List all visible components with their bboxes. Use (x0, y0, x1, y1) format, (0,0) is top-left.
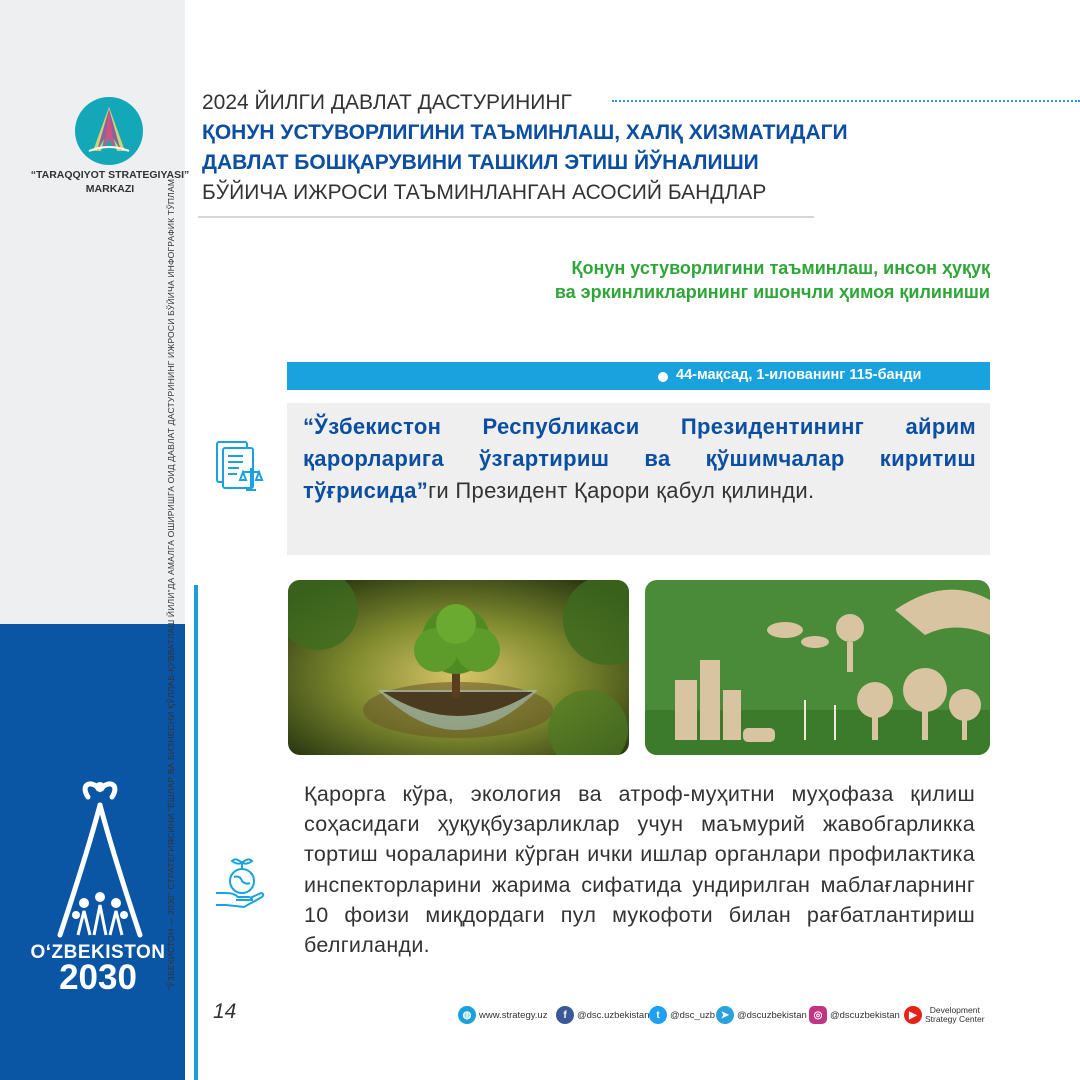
vertical-caption (164, 178, 178, 990)
header-dotted-rule (612, 100, 1080, 102)
sidebar-panel (0, 0, 185, 624)
bullet-icon (658, 372, 668, 382)
uzbekistan-2030-emblem-icon (40, 775, 160, 945)
goal-reference-text: 44-мақсад, 1-илованинг 115-банди (676, 367, 922, 383)
header-line-4: БЎЙИЧА ИЖРОСИ ТАЪМИНЛАНГАН АСОСИЙ БАНДЛАР (202, 181, 767, 204)
header-line-3: ДАВЛАТ БОШҚАРУВИНИ ТАШКИЛ ЭТИШ ЙЎНАЛИШИ (202, 151, 759, 174)
footer-instagram-text: @dscuzbekistan (830, 1009, 900, 1021)
footer-youtube[interactable] (904, 1003, 985, 1027)
section-subtitle-line1: Қонун устуворлигини таъминлаш, инсон ҳуқуқ (571, 258, 990, 278)
section-subtitle-line2: ва эркинликларининг ишончли ҳимоя қилиниши (554, 282, 990, 302)
footer-facebook-text: @dsc.uzbekistan (577, 1009, 650, 1021)
quote-bold: “Ўзбекистон Республикаси Президентининг айрим қарорларига ўзгартириш ва қўшимчалар киритиш тўғрисида” (303, 414, 976, 503)
section-subtitle (380, 256, 990, 304)
emblem-title: O‘ZBEKISTON (30, 942, 166, 963)
tree-in-bulb-photo (288, 580, 629, 755)
facebook-icon: f (556, 1006, 574, 1024)
globe-icon: ◍ (458, 1006, 476, 1024)
youtube-icon: ▶ (904, 1006, 922, 1024)
emblem-year: 2030 (59, 958, 137, 997)
body-text: Қарорга кўра, экология ва атроф-муҳитни муҳофаза қилиш соҳасидаги ҳуқуқбузарликлар учун маъмурий жавобгарликка тортиш чораларини кўрган ички ишлар органлари профилактика инспекторларини жарима сифатида ундирилган маблағларнинг 10 фоизи миқдордаги пул мукофоти билан рағбатлантириш белгиланди. (304, 782, 975, 958)
brand-name-line2: MARKAZI (85, 183, 135, 195)
footer-youtube-line1: Development (929, 1005, 980, 1015)
header-line-1: 2024 ЙИЛГИ ДАВЛАТ ДАСТУРИНИНГ (202, 91, 572, 114)
footer-telegram-text: @dscuzbekistan (737, 1009, 807, 1021)
footer-twitter-text: @dsc_uzb (670, 1009, 716, 1021)
brand-name-line1: “TARAQQIYOT STRATEGIYASI” (30, 169, 190, 181)
page-number: 14 (213, 1000, 237, 1023)
footer-website-text: www.strategy.uz (479, 1009, 548, 1021)
eco-globe-hand-icon (212, 853, 268, 911)
footer-website[interactable] (458, 1003, 547, 1027)
footer-youtube-line2: Strategy Center (925, 1014, 985, 1024)
telegram-icon: ➤ (716, 1006, 734, 1024)
quote-rest: ги Президент Қарори қабул қилинди. (428, 478, 815, 503)
footer-twitter[interactable] (649, 1003, 715, 1027)
footer-youtube-text (925, 1006, 985, 1024)
header-underline (198, 216, 814, 218)
quote-text (303, 411, 976, 507)
footer-instagram[interactable] (809, 1003, 900, 1027)
twitter-icon: t (649, 1006, 667, 1024)
eco-city-papercut-photo (645, 580, 990, 755)
logo-icon (75, 97, 143, 165)
header-line-2: ҚОНУН УСТУВОРЛИГИНИ ТАЪМИНЛАШ, ХАЛҚ ХИЗМАТИДАГИ (202, 121, 848, 144)
legal-document-icon (213, 440, 265, 496)
footer-facebook[interactable] (556, 1003, 649, 1027)
footer-telegram[interactable] (716, 1003, 807, 1027)
vertical-caption-text: “ЎЗБЕКИСТОН — 2030” СТРАТЕГИЯСИНИ “ЁШЛАР ВА БИЗНЕСНИ ҚЎЛЛАБ-ҚУВВАТЛАШ ЙИЛИ”ДА АМАЛГА ОШИРИШГА ОИД ДАВЛАТ ДАСТУРИНИНГ ИЖРОСИ БЎЙИЧА ИНФОГРАФИК ТЎПЛАМ (166, 178, 176, 990)
instagram-icon: ◎ (809, 1006, 827, 1024)
accent-line (194, 585, 198, 1080)
